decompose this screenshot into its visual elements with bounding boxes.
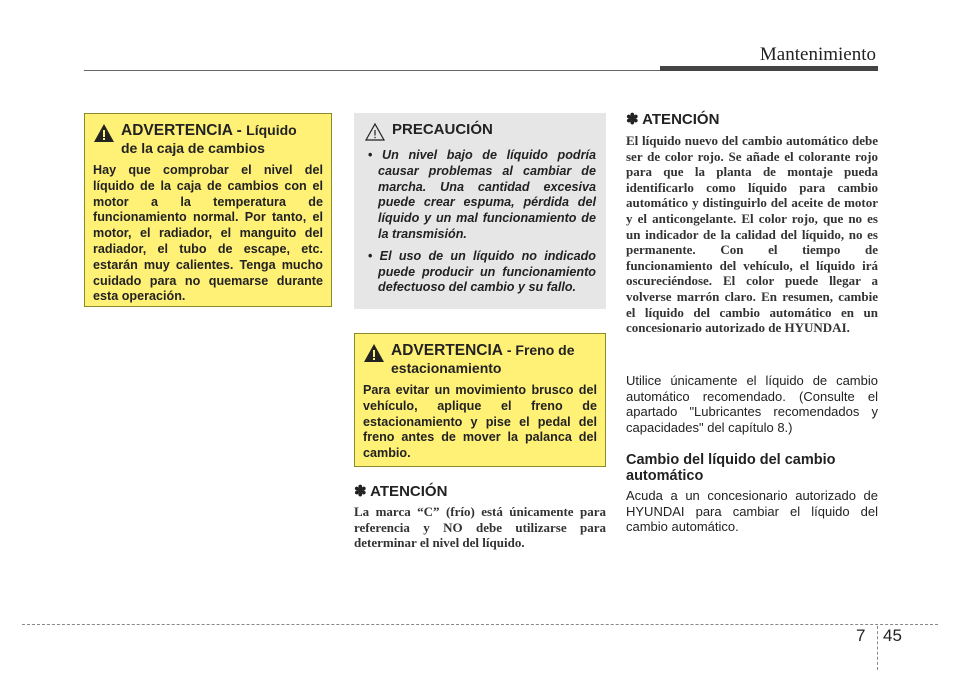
chapter-number: 7 xyxy=(856,626,866,645)
attention-body: La marca “C” (frío) está únicamente para referencia y NO debe utilizarse para determinar el nivel del líquido. xyxy=(354,504,606,551)
caution-box xyxy=(354,113,606,309)
footer-divider xyxy=(22,624,938,625)
warning-header xyxy=(93,122,323,157)
warning-header xyxy=(363,342,597,377)
warning-title-line2: estacionamiento xyxy=(391,360,502,376)
header-rule-thin xyxy=(84,70,660,71)
section-body: Acuda a un concesionario autorizado de HYUNDAI para cambiar el líquido del cambio automático. xyxy=(626,488,878,535)
caution-list xyxy=(364,148,596,296)
warning-title-sub: - Freno de xyxy=(502,342,575,358)
attention-body: El líquido nuevo del cambio automático debe ser de color rojo. Se añade el colorante rojo para que la planta de montaje pueda identificarlo como líquido para cambio automático y distinguirlo del aceite de motor y el anticongelante. El color rojo, que no es un indicador de la calidad del líquido, no es permanente. Con el tiempo de funcionamiento del vehículo, el líquido irá oscureciéndose. El color puede llegar a volverse marrón claro. En resumen, cambie el líquido del cambio automático en un concesionario autorizado de HYUNDAI. xyxy=(626,133,878,336)
attention-heading: ✽ ATENCIÓN xyxy=(354,483,448,500)
caution-item: • El uso de un líquido no indicado puede producir un funcionamiento defectuoso del cambio y su fallo. xyxy=(364,249,596,296)
warning-title xyxy=(121,122,297,157)
caution-triangle-icon xyxy=(364,122,386,142)
footer-page-separator xyxy=(877,626,878,670)
caution-header xyxy=(364,121,596,142)
attention-heading: ✽ ATENCIÓN xyxy=(626,111,720,128)
page-number: 45 xyxy=(883,626,902,645)
warning-body: Para evitar un movimiento brusco del vehículo, aplique el freno de estacionamiento y pise el pedal del freno antes de mover la palanca del cambio. xyxy=(363,383,597,461)
warning-triangle-icon xyxy=(363,343,385,363)
warning-box-transmission-fluid xyxy=(84,113,332,307)
caution-item: • Un nivel bajo de líquido podría causar problemas al cambiar de marcha. Una cantidad excesiva puede crear espuma, pérdida del líquido y un mal funcionamiento de la transmisión. xyxy=(364,148,596,243)
recommendation-text: Utilice únicamente el líquido de cambio automático recomendado. (Consulte el apartado "Lubricantes recomendados y capacidades" del capítulo 8.) xyxy=(626,373,878,435)
warning-title-main: ADVERTENCIA - xyxy=(121,122,247,139)
warning-title xyxy=(391,342,575,377)
section-heading: Cambio del líquido del cambio automático xyxy=(626,452,836,484)
warning-box-parking-brake xyxy=(354,333,606,467)
warning-title-line2: de la caja de cambios xyxy=(121,140,265,156)
warning-body: Hay que comprobar el nivel del líquido de la caja de cambios con el motor a la temperatura de funcionamiento normal. Por tanto, el motor, el radiador, el manguito del radiador, el tubo de escape, etc. estarán muy calientes. Tenga mucho cuidado para no quemarse durante esta operación. xyxy=(93,163,323,304)
page-header-title: Mantenimiento xyxy=(759,44,876,65)
header-rule-thick xyxy=(660,66,878,71)
warning-title-main: ADVERTENCIA xyxy=(391,342,503,359)
caution-title: PRECAUCIÓN xyxy=(392,121,493,138)
warning-triangle-icon xyxy=(93,123,115,143)
warning-title-sub: Líquido xyxy=(246,122,297,138)
